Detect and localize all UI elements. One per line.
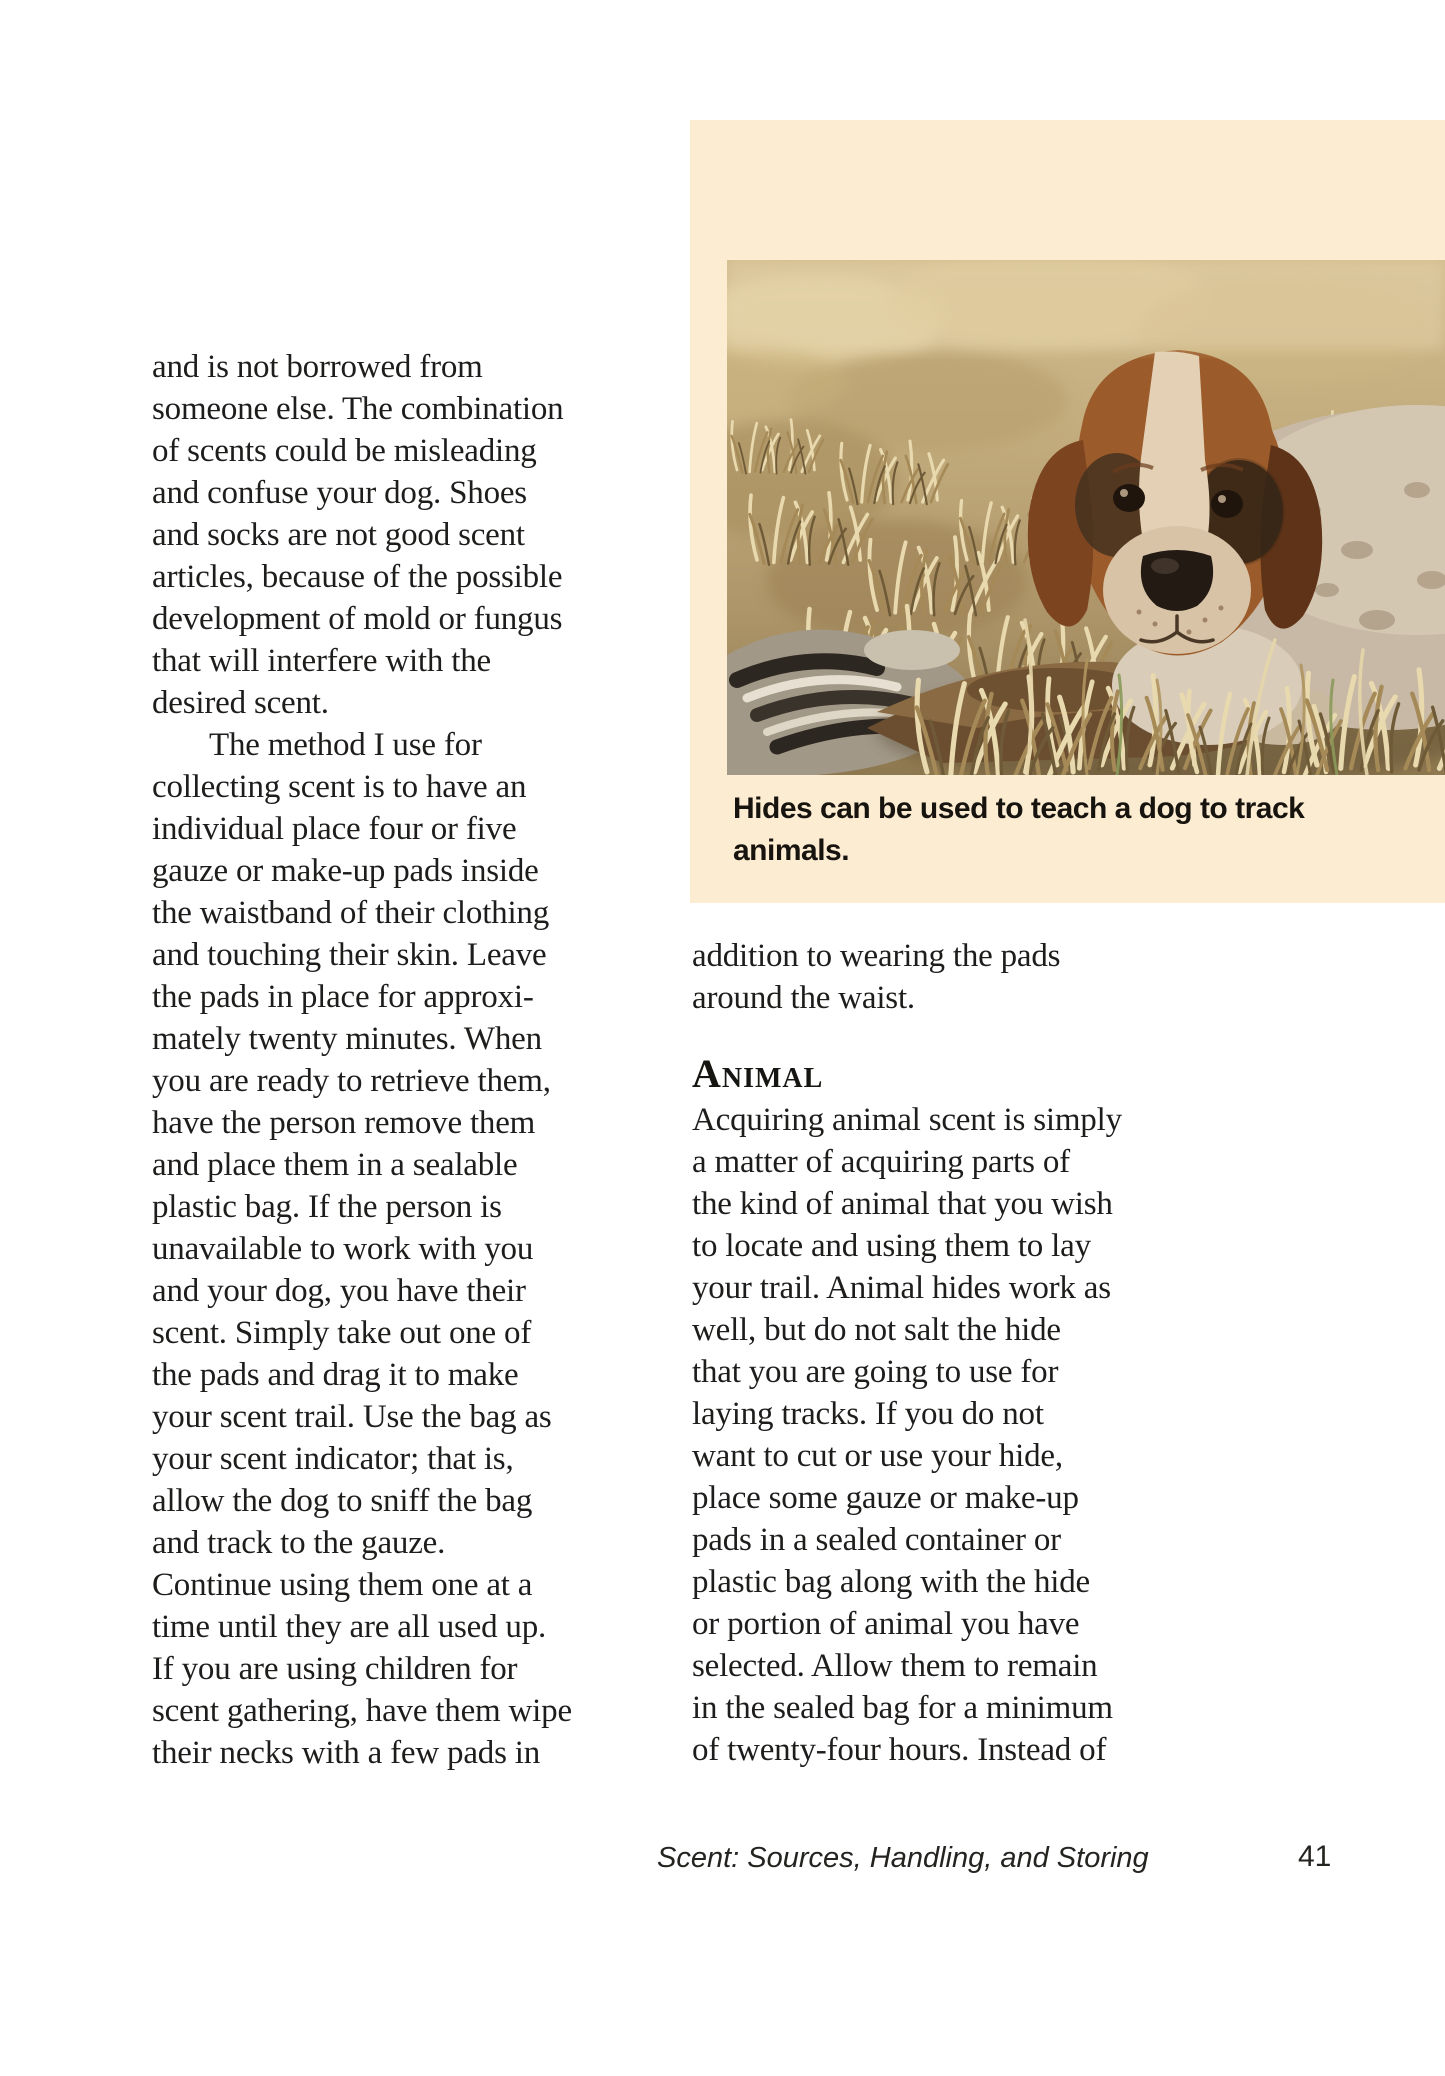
- text-line: Continue using them one at a: [152, 1567, 533, 1603]
- text-line: Acquiring animal scent is simply: [692, 1102, 1122, 1138]
- text-line: addition to wearing the pads: [692, 938, 1061, 974]
- text-line: allow the dog to sniff the bag: [152, 1483, 533, 1519]
- text-line: or portion of animal you have: [692, 1606, 1080, 1642]
- right-text-column-body: [692, 1099, 1122, 1771]
- text-line: the pads and drag it to make: [152, 1357, 519, 1393]
- section-heading-animal: Animal: [692, 1051, 824, 1096]
- text-line: scent. Simply take out one of: [152, 1315, 532, 1351]
- text-line: time until they are all used up.: [152, 1609, 547, 1645]
- text-line: well, but do not salt the hide: [692, 1312, 1061, 1348]
- text-line: plastic bag along with the hide: [692, 1564, 1090, 1600]
- text-line: of twenty-four hours. Instead of: [692, 1732, 1107, 1768]
- text-line: the waistband of their clothing: [152, 895, 550, 931]
- text-line: Hides can be used to teach a dog to track: [733, 792, 1305, 825]
- text-line: want to cut or use your hide,: [692, 1438, 1063, 1474]
- right-text-column-intro: [692, 935, 1060, 1019]
- text-line: in the sealed bag for a minimum: [692, 1690, 1113, 1726]
- text-line: collecting scent is to have an: [152, 769, 527, 805]
- text-line: their necks with a few pads in: [152, 1735, 541, 1771]
- text-line: unavailable to work with you: [152, 1231, 534, 1267]
- text-line: to locate and using them to lay: [692, 1228, 1091, 1264]
- page-number: 41: [1298, 1840, 1332, 1873]
- text-line: individual place four or five: [152, 811, 517, 847]
- text-line: If you are using children for: [152, 1651, 518, 1687]
- text-line: that will interfere with the: [152, 643, 491, 679]
- text-line: gauze or make-up pads inside: [152, 853, 539, 889]
- text-line: the kind of animal that you wish: [692, 1186, 1113, 1222]
- text-line: plastic bag. If the person is: [152, 1189, 502, 1225]
- text-line: and your dog, you have their: [152, 1273, 526, 1309]
- text-line: someone else. The combination: [152, 391, 564, 427]
- text-line: and socks are not good scent: [152, 517, 525, 553]
- text-line: and is not borrowed from: [152, 349, 483, 385]
- figure-caption: [733, 788, 1393, 872]
- figure-panel: [690, 120, 1445, 903]
- text-line: and place them in a sealable: [152, 1147, 518, 1183]
- text-line: animals.: [733, 834, 850, 867]
- text-line: and touching their skin. Leave: [152, 937, 547, 973]
- text-line: around the waist.: [692, 980, 915, 1016]
- text-line: and track to the gauze.: [152, 1525, 446, 1561]
- text-line: a matter of acquiring parts of: [692, 1144, 1070, 1180]
- puppy-photo: [727, 260, 1445, 775]
- text-line: that you are going to use for: [692, 1354, 1059, 1390]
- text-line: your scent trail. Use the bag as: [152, 1399, 552, 1435]
- text-line: pads in a sealed container or: [692, 1522, 1061, 1558]
- text-line: desired scent.: [152, 685, 329, 721]
- text-line: selected. Allow them to remain: [692, 1648, 1098, 1684]
- text-line: have the person remove them: [152, 1105, 536, 1141]
- text-line: The method I use for: [209, 727, 482, 763]
- text-line: your trail. Animal hides work as: [692, 1270, 1111, 1306]
- text-line: place some gauze or make-up: [692, 1480, 1079, 1516]
- running-footer: Scent: Sources, Handling, and Storing: [657, 1842, 1149, 1874]
- text-line: and confuse your dog. Shoes: [152, 475, 527, 511]
- text-line: scent gathering, have them wipe: [152, 1693, 572, 1729]
- text-line: the pads in place for approxi-: [152, 979, 534, 1015]
- text-line: of scents could be misleading: [152, 433, 537, 469]
- text-line: articles, because of the possible: [152, 559, 563, 595]
- left-text-column: [152, 346, 572, 1774]
- text-line: laying tracks. If you do not: [692, 1396, 1044, 1432]
- text-line: you are ready to retrieve them,: [152, 1063, 551, 1099]
- text-line: development of mold or fungus: [152, 601, 563, 637]
- text-line: mately twenty minutes. When: [152, 1021, 542, 1057]
- text-line: your scent indicator; that is,: [152, 1441, 514, 1477]
